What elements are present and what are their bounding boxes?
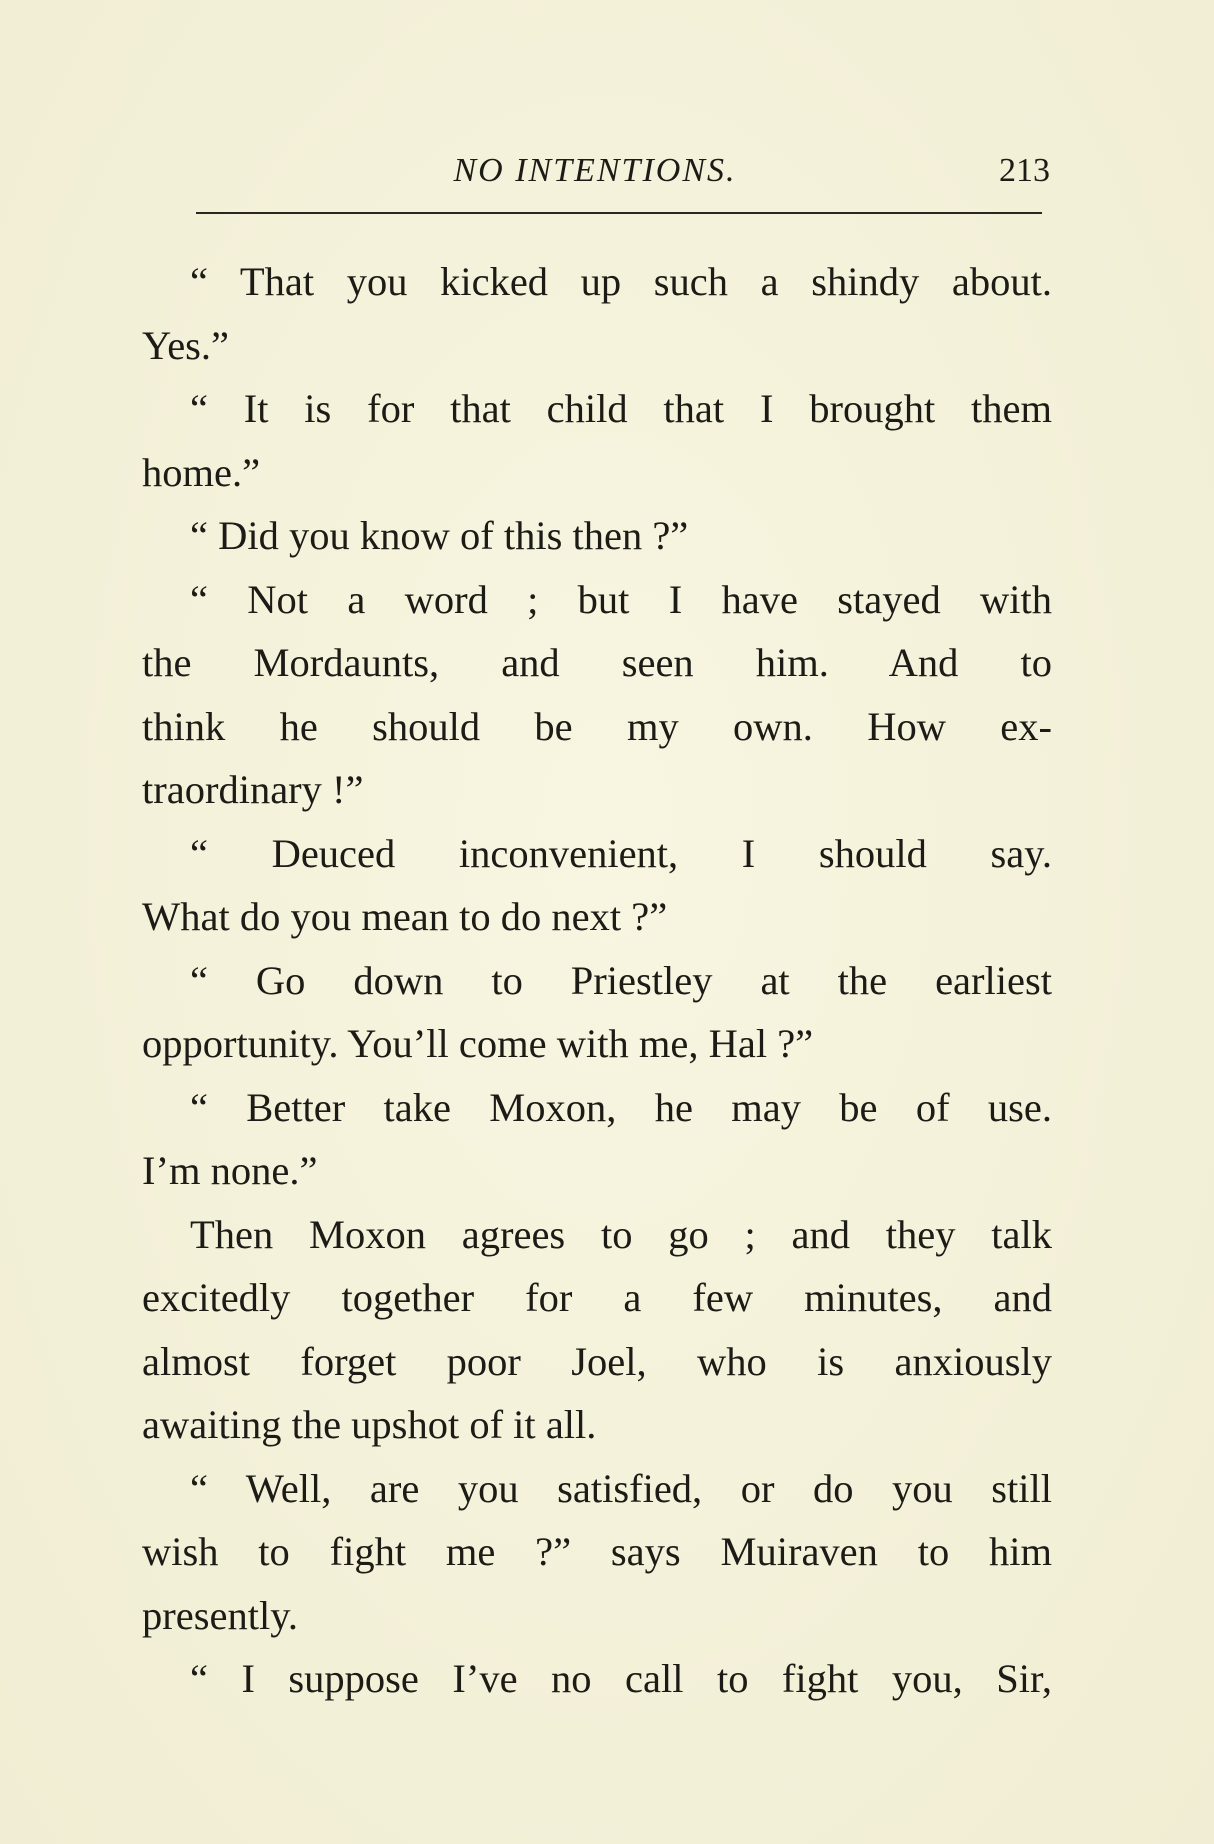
- text-line: almost forget poor Joel, who is anxiously: [142, 1338, 1052, 1384]
- text-line: presently.: [142, 1592, 298, 1638]
- text-line: “ It is for that child that I brought them: [190, 386, 1052, 431]
- text-line: I’m none.”: [142, 1148, 318, 1193]
- text-line: “ Go down to Priestley at the earliest: [190, 957, 1052, 1003]
- text-line: What do you mean to do next ?”: [142, 894, 668, 939]
- text-line: “ Well, are you satisfied, or do you still: [190, 1465, 1052, 1511]
- text-line: “ Deuced inconvenient, I should say.: [190, 830, 1052, 876]
- text-line: “ Not a word ; but I have stayed with: [190, 576, 1052, 622]
- text-line: Then Moxon agrees to go ; and they talk: [190, 1211, 1052, 1257]
- running-head: [140, 146, 1050, 196]
- text-line: “ Did you know of this then ?”: [190, 513, 689, 558]
- text-line: “ I suppose I’ve no call to fight you, Sir,: [190, 1656, 1052, 1701]
- text-line: Yes.”: [142, 322, 230, 368]
- page-number: 213: [999, 152, 1050, 189]
- text-line: traordinary !”: [142, 767, 364, 812]
- text-line: home.”: [142, 449, 261, 495]
- header-rule: [196, 212, 1042, 214]
- text-line: the Mordaunts, and seen him. And to: [142, 640, 1052, 685]
- text-line: think he should be my own. How ex-: [142, 703, 1052, 749]
- running-title: NO INTENTIONS.: [453, 152, 737, 189]
- text-line: “ That you kicked up such a shindy about.: [190, 259, 1052, 304]
- body-text: [142, 250, 1052, 1711]
- text-line: opportunity. You’ll come with me, Hal ?”: [142, 1021, 814, 1066]
- text-line: “ Better take Moxon, he may be of use.: [190, 1084, 1052, 1130]
- text-line: excitedly together for a few minutes, and: [142, 1275, 1052, 1320]
- text-line: awaiting the upshot of it all.: [142, 1402, 597, 1447]
- text-line: wish to fight me ?” says Muiraven to him: [142, 1529, 1052, 1574]
